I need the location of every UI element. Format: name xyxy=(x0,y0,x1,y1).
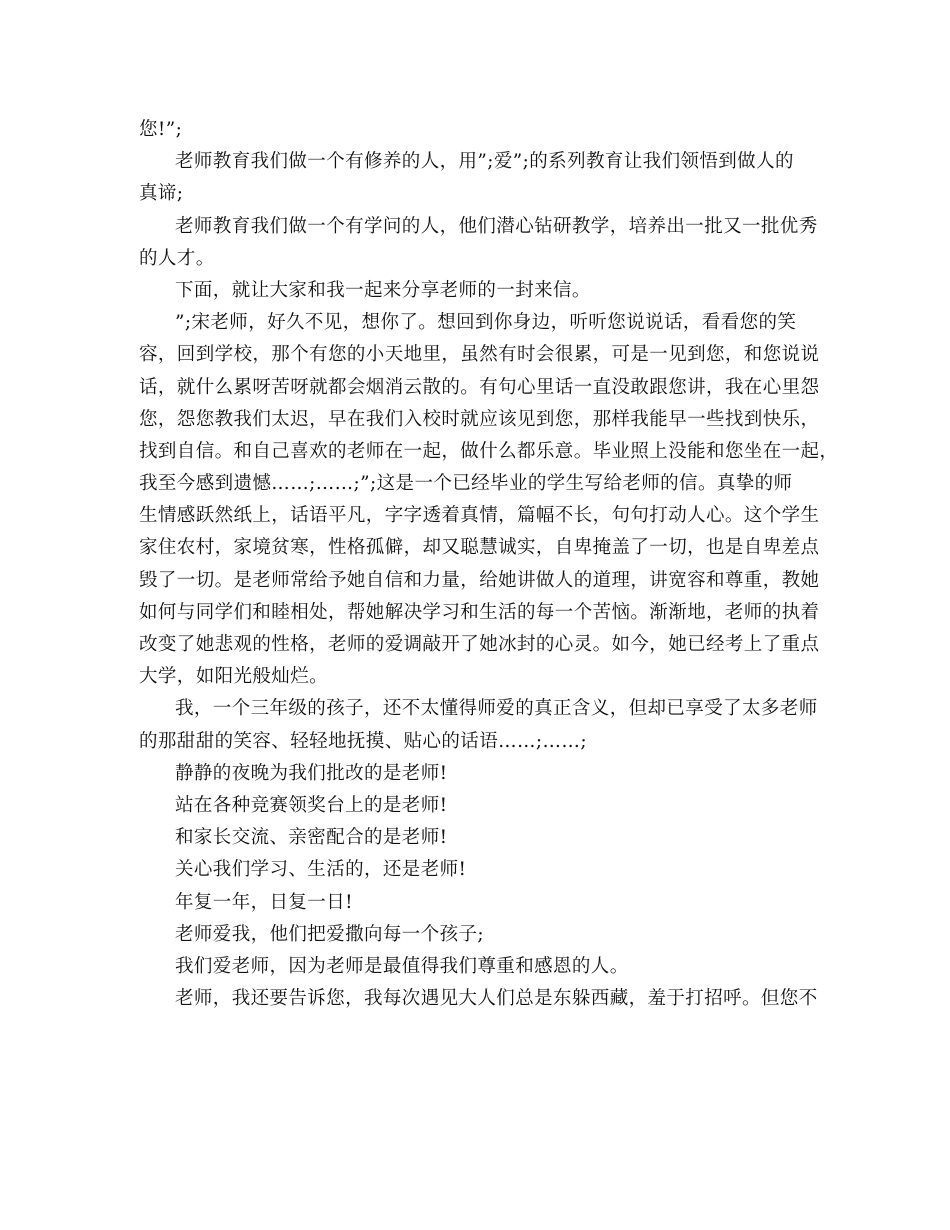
text-line: 关心我们学习、生活的，还是老师! xyxy=(175,859,467,881)
text-line: 真谛; xyxy=(139,183,184,205)
text-line: 站在各种竞赛领奖台上的是老师! xyxy=(175,794,448,816)
text-line: 老师，我还要告诉您，我每次遇见大人们总是东躲西藏，羞于打招呼。但您不 xyxy=(175,988,818,1010)
text-line: 生情感跃然纸上，话语平凡，字字透着真情，篇幅不长，句句打动人心。这个学生 xyxy=(139,505,820,527)
text-line: 老师教育我们做一个有学问的人，他们潜心钻研教学，培养出一批又一批优秀 xyxy=(175,215,818,237)
text-line: 家住农村，家境贫寒，性格孤僻，却又聪慧诚实，自卑掩盖了一切，也是自卑差点 xyxy=(139,537,820,559)
text-line: 年复一年，日复一日! xyxy=(175,891,353,913)
text-line: 我至今感到遗憾……;……;”;这是一个已经毕业的学生写给老师的信。真挚的师 xyxy=(139,473,793,495)
text-line: 静静的夜晚为我们批改的是老师! xyxy=(175,762,448,784)
text-line: 老师爱我，他们把爱撒向每一个孩子; xyxy=(175,923,485,945)
text-line: 和家长交流、亲密配合的是老师! xyxy=(175,827,448,849)
text-line: 我们爱老师，因为老师是最值得我们尊重和感恩的人。 xyxy=(175,955,629,977)
text-line: 的那甜甜的笑容、轻轻地抚摸、贴心的话语……;……; xyxy=(139,730,587,752)
text-line: 的人才。 xyxy=(139,247,215,269)
text-line: 改变了她悲观的性格，老师的爱调敲开了她冰封的心灵。如今，她已经考上了重点 xyxy=(139,634,820,655)
text-line: 容，回到学校，那个有您的小天地里，虽然有时会很累，可是一见到您，和您说说 xyxy=(139,344,820,366)
text-line: 话，就什么累呀苦呀就都会烟消云散的。有句心里话一直没敢跟您讲，我在心里怨 xyxy=(139,376,820,398)
text-line: 下面，就让大家和我一起来分享老师的一封来信。 xyxy=(175,279,591,301)
text-line: 大学，如阳光般灿烂。 xyxy=(139,666,329,688)
text-line: 找到自信。和自己喜欢的老师在一起，做什么都乐意。毕业照上没能和您坐在一起， xyxy=(139,440,839,462)
text-line: 毁了一切。是老师常给予她自信和力量，给她讲做人的道理，讲宽容和尊重，教她 xyxy=(139,569,820,591)
text-line: 如何与同学们和睦相处，帮她解决学习和生活的每一个苦恼。渐渐地，老师的执着 xyxy=(139,601,820,623)
text-line: ”;宋老师，好久不见，想你了。想回到你身边，听听您说说话，看看您的笑 xyxy=(175,312,797,334)
text-line: 我，一个三年级的孩子，还不太懂得师爱的真正含义，但却已享受了太多老师 xyxy=(175,698,818,720)
text-line: 老师教育我们做一个有修养的人，用”;爱”;的系列教育让我们领悟到做人的 xyxy=(175,151,794,173)
text-line: 您，怨您教我们太迟，早在我们入校时就应该见到您，那样我能早一些找到快乐， xyxy=(139,408,820,430)
text-line: 您!”; xyxy=(139,119,183,140)
document-body xyxy=(139,114,839,1015)
